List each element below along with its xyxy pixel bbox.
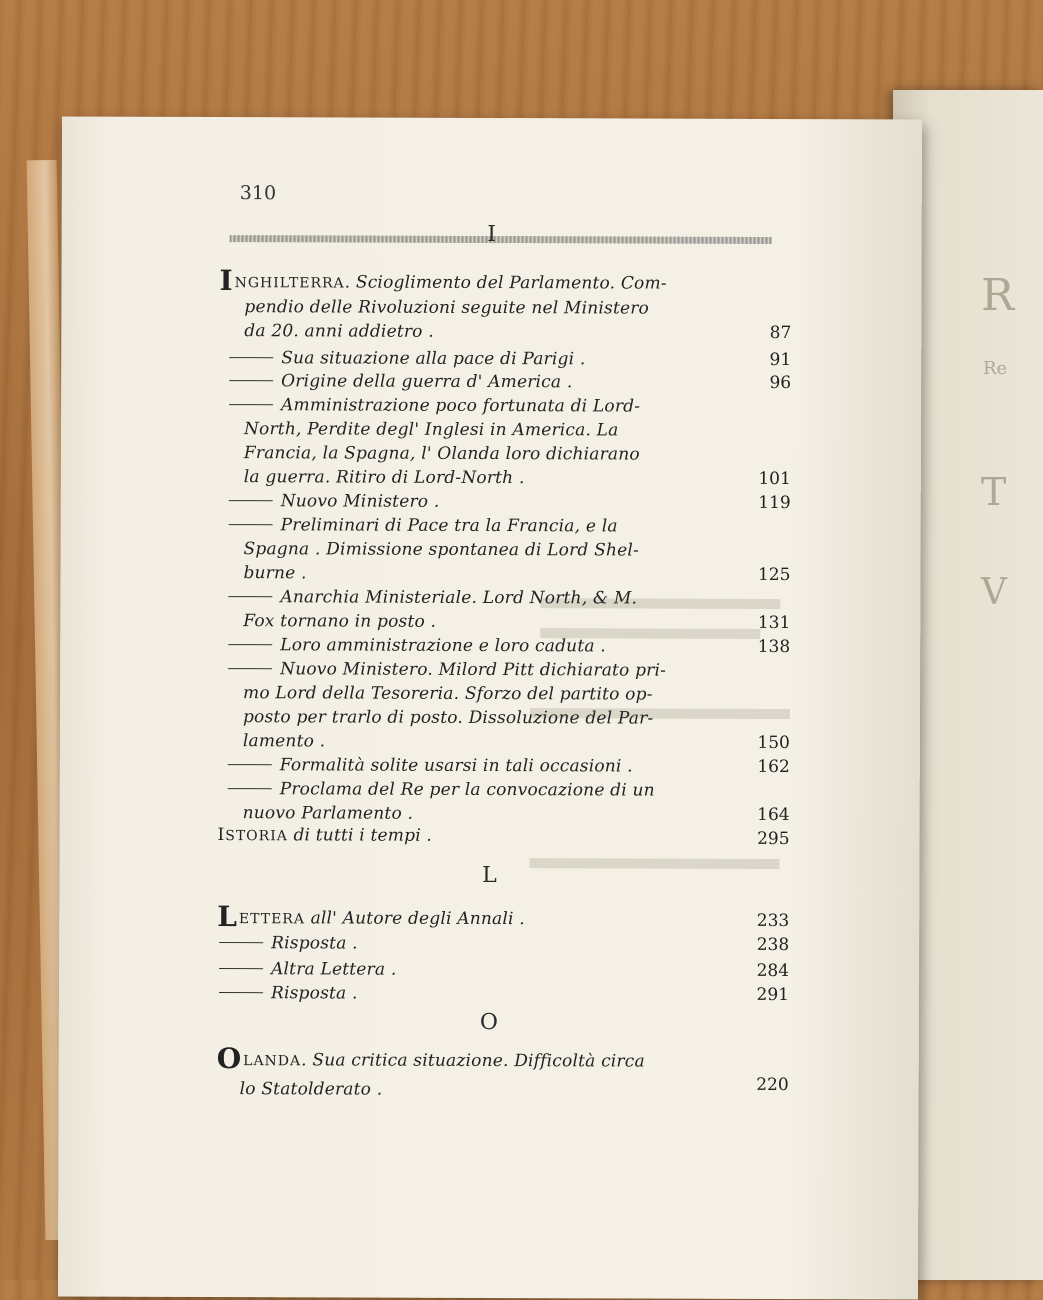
entry-text: all' Autore degli Annali . — [304, 908, 525, 930]
entry-initial: I — [217, 825, 226, 846]
section-letter-i: I — [487, 221, 497, 248]
index-line: da 20. anni addietro . — [244, 321, 434, 342]
facing-page-fragment: T — [981, 470, 1007, 514]
facing-page-fragment: R — [981, 270, 1015, 321]
index-subentry: Risposta . — [219, 933, 358, 953]
entry-heading: STORIA — [225, 828, 288, 845]
index-subentry: Loro amministrazione e loro caduta . — [228, 635, 606, 656]
em-dash — [228, 644, 272, 646]
index-subentry: Anarchia Ministeriale. Lord North, & M. — [228, 587, 637, 608]
page-ref: 284 — [756, 960, 790, 982]
page-ref: 238 — [756, 934, 790, 956]
page-ref: 150 — [757, 732, 790, 754]
index-line: Fox tornano in posto . — [243, 611, 437, 632]
section-letter-l: L — [482, 862, 497, 889]
page-ref: 87 — [769, 322, 792, 344]
index-line: pendio delle Rivoluzioni seguite nel Ministero — [244, 297, 650, 319]
index-entry-olanda — [216, 1042, 645, 1076]
facing-page-fragment: V — [981, 572, 1007, 613]
index-subentry: Preliminari di Pace tra la Francia, e la — [229, 515, 618, 536]
em-dash — [229, 380, 273, 382]
page-ref: 101 — [758, 468, 791, 490]
page-ref: 119 — [758, 492, 791, 514]
entry-heading: LANDA — [243, 1053, 302, 1070]
index-line: lo Statolderato . — [239, 1079, 383, 1100]
em-dash — [229, 357, 273, 359]
page-ref: 233 — [756, 910, 790, 932]
index-line: posto per trarlo di posto. Dissoluzione del Par- — [242, 707, 654, 729]
index-entry-istoria — [218, 825, 433, 846]
em-dash — [219, 992, 263, 994]
entry-text: . Scioglimento del Parlamento. Com- — [344, 272, 667, 294]
index-subentry: Formalità solite usarsi in tali occasioni . — [228, 755, 633, 776]
section-letter-o: O — [479, 1009, 498, 1036]
page-ref: 295 — [757, 828, 790, 850]
drop-initial: I — [219, 264, 234, 298]
page-ref: 91 — [769, 349, 792, 371]
page-number: 310 — [239, 182, 277, 205]
page-ref: 131 — [757, 612, 791, 634]
index-line: Spagna . Dimissione spontanea di Lord Shel- — [243, 539, 639, 561]
entry-text: . Sua critica situazione. Difficoltà circa — [301, 1050, 645, 1072]
index-subentry: Sua situazione alla pace di Parigi . — [229, 348, 585, 369]
index-line: lamento . — [242, 731, 326, 752]
em-dash — [228, 596, 272, 598]
index-subentry: Nuovo Ministero . — [229, 491, 440, 512]
index-line: nuovo Parlamento . — [242, 803, 414, 824]
index-subentry: Nuovo Ministero. Milord Pitt dichiarato pri- — [228, 659, 666, 681]
index-line: North, Perdite degl' Inglesi in America. La — [243, 419, 619, 441]
entry-heading: ETTERA — [238, 911, 306, 928]
em-dash — [228, 668, 272, 670]
index-subentry: Proclama del Re per la convocazione di un — [228, 779, 655, 800]
index-entry-inghilterra — [219, 264, 667, 298]
index-line: mo Lord della Tesoreria. Sforzo del partito op- — [243, 683, 653, 705]
entry-heading: NGHILTERRA — [234, 275, 345, 292]
page-ref: 162 — [757, 756, 790, 778]
index-subentry: Amministrazione poco fortunata di Lord- — [229, 395, 640, 416]
drop-initial: O — [216, 1042, 243, 1076]
book-page — [58, 117, 922, 1300]
em-dash — [228, 788, 272, 790]
facing-page-fragment: Re — [983, 358, 1008, 379]
index-line: Francia, la Spagna, l' Olanda loro dichiarano — [243, 443, 640, 465]
page-ref: 125 — [757, 564, 791, 586]
index-line: burne . — [243, 563, 307, 584]
index-line: la guerra. Ritiro di Lord-North . — [243, 467, 525, 489]
page-ref: 164 — [757, 804, 790, 826]
page-ref: 220 — [756, 1074, 789, 1096]
entry-text: di tutti i tempi . — [287, 825, 433, 846]
page-ref: 291 — [756, 984, 790, 1006]
em-dash — [229, 524, 273, 526]
index-subentry: Altra Lettera . — [219, 959, 396, 980]
em-dash — [219, 968, 263, 970]
index-subentry: Origine della guerra d' America . — [229, 371, 572, 392]
em-dash — [229, 404, 273, 406]
em-dash — [219, 942, 263, 944]
em-dash — [228, 764, 272, 766]
em-dash — [229, 500, 273, 502]
page-ref: 96 — [769, 372, 792, 394]
page-ref: 138 — [757, 636, 791, 658]
index-subentry: Risposta . — [219, 983, 358, 1003]
drop-initial: L — [217, 900, 239, 934]
index-entry-lettera — [217, 900, 525, 934]
